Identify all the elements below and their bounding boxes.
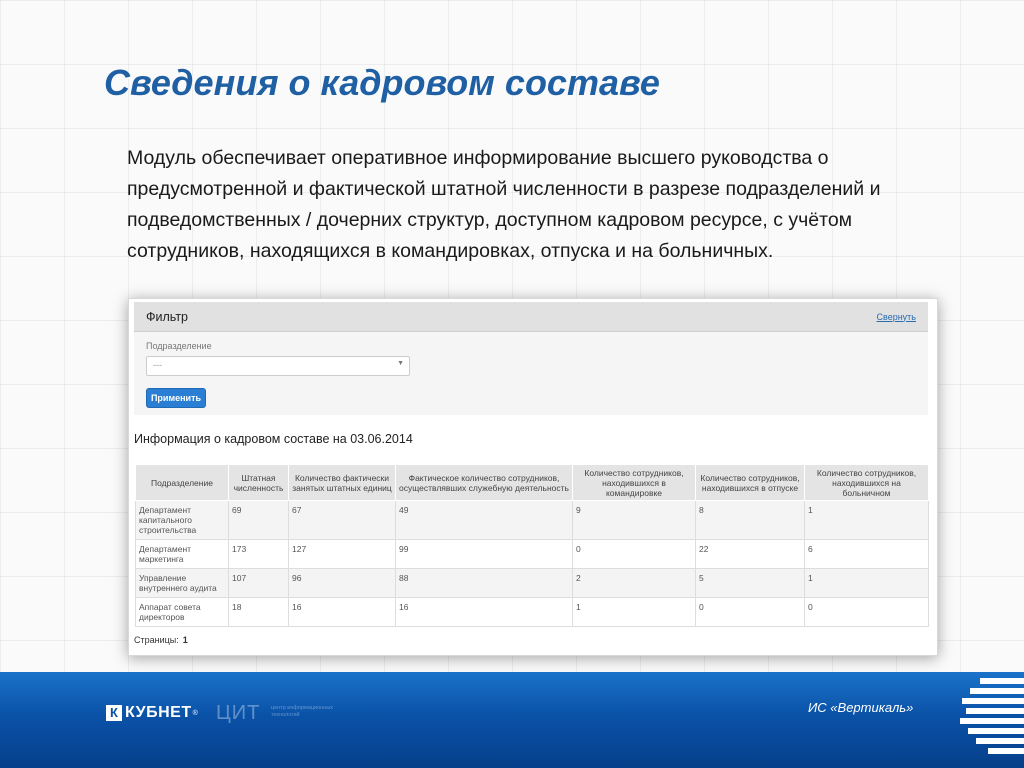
- app-screenshot: [128, 298, 938, 656]
- table-cell: 5: [696, 569, 805, 598]
- slide-title: Сведения о кадровом составе: [104, 62, 660, 103]
- table-cell: 1: [805, 501, 929, 540]
- table-cell: Департамент маркетинга: [136, 540, 229, 569]
- page-link[interactable]: 1: [182, 635, 188, 645]
- table-cell: 1: [573, 598, 696, 627]
- table-cell: 0: [696, 598, 805, 627]
- subdivision-select-value: ---: [153, 360, 162, 370]
- column-header[interactable]: Количество фактически занятых штатных единиц: [289, 465, 396, 501]
- table-cell: 69: [229, 501, 289, 540]
- table-row: [136, 569, 929, 598]
- pagination: [134, 635, 188, 645]
- staff-table: [135, 464, 929, 627]
- table-cell: 18: [229, 598, 289, 627]
- table-cell: 49: [396, 501, 573, 540]
- table-cell: 8: [696, 501, 805, 540]
- dropdown-arrow-icon: ▼: [397, 360, 404, 367]
- column-header[interactable]: Количество сотрудников, находившихся в отпуске: [696, 465, 805, 501]
- table-header-row: [136, 465, 929, 501]
- subdivision-select[interactable]: [146, 356, 410, 376]
- table-cell: 88: [396, 569, 573, 598]
- kubnet-logo-text: КУБНЕТ: [125, 704, 192, 721]
- table-cell: 6: [805, 540, 929, 569]
- table-cell: 2: [573, 569, 696, 598]
- table-row: [136, 501, 929, 540]
- table-cell: 9: [573, 501, 696, 540]
- stripes-logo-icon: [960, 678, 1024, 762]
- trademark-symbol: ®: [192, 709, 198, 717]
- table-cell: 0: [805, 598, 929, 627]
- apply-button[interactable]: Применить: [146, 388, 206, 408]
- filter-header: [134, 302, 928, 332]
- slide-description: Модуль обеспечивает оперативное информирование высшего руководства о предусмотренной и фактической штатной численности в разрезе подразделений и подведомственных / дочерних структур, доступном кадровом ресурсе, с учётом сотрудников, находящихся в командировках, отпуска и на больничных.: [127, 147, 881, 262]
- column-header[interactable]: Количество сотрудников, находившихся на больничном: [805, 465, 929, 501]
- collapse-link[interactable]: Свернуть: [876, 311, 916, 322]
- table-cell: 173: [229, 540, 289, 569]
- table-cell: 0: [573, 540, 696, 569]
- table-cell: 67: [289, 501, 396, 540]
- table-cell: 127: [289, 540, 396, 569]
- table-cell: 1: [805, 569, 929, 598]
- table-cell: 16: [289, 598, 396, 627]
- column-header[interactable]: Количество сотрудников, находившихся в командировке: [573, 465, 696, 501]
- table-cell: 16: [396, 598, 573, 627]
- column-header[interactable]: Штатная численность: [229, 465, 289, 501]
- cit-logo: ЦИТ: [216, 702, 261, 724]
- column-header[interactable]: Подразделение: [136, 465, 229, 501]
- table-row: [136, 598, 929, 627]
- filter-panel: [134, 302, 928, 415]
- column-header[interactable]: Фактическое количество сотрудников, осуществлявших служебную деятельность: [396, 465, 573, 501]
- pagination-label: Страницы:: [134, 635, 179, 645]
- kubnet-logo: [106, 704, 198, 722]
- filter-title: Фильтр: [146, 309, 188, 324]
- table-cell: Департамент капитального строительства: [136, 501, 229, 540]
- kubnet-logo-mark: К: [106, 705, 122, 721]
- product-name: ИС «Вертикаль»: [808, 700, 914, 715]
- table-cell: Аппарат совета директоров: [136, 598, 229, 627]
- footer-bar: [0, 672, 1024, 768]
- table-cell: 22: [696, 540, 805, 569]
- cit-logo-subtitle: центр информационных технологий: [271, 705, 333, 718]
- table-cell: Управление внутреннего аудита: [136, 569, 229, 598]
- subdivision-label: Подразделение: [146, 341, 212, 351]
- table-cell: 99: [396, 540, 573, 569]
- table-cell: 107: [229, 569, 289, 598]
- table-row: [136, 540, 929, 569]
- table-title: Информация о кадровом составе на 03.06.2014: [134, 432, 413, 446]
- table-cell: 96: [289, 569, 396, 598]
